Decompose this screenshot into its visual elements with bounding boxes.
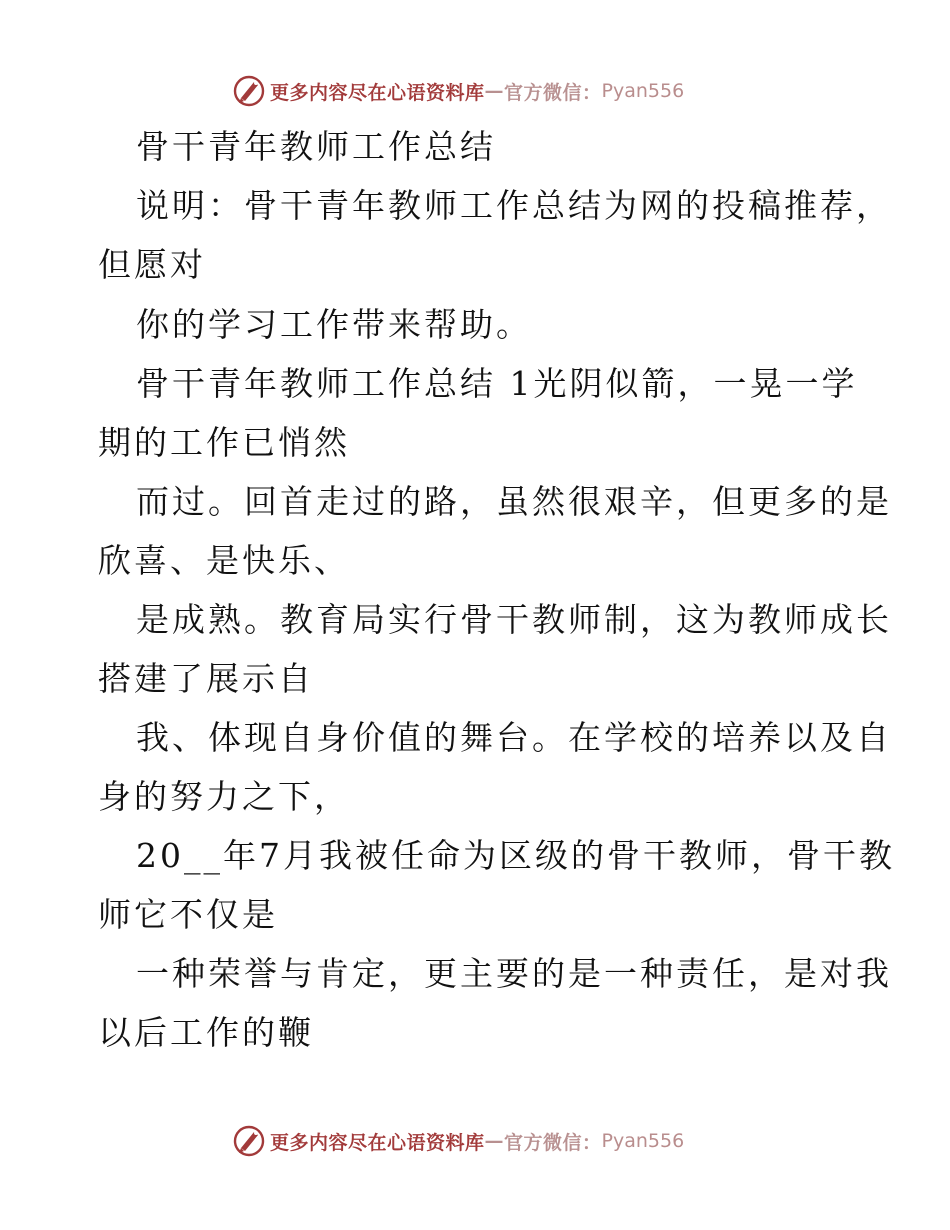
watermark-main-text: 更多内容尽在心语资料库: [270, 81, 485, 104]
watermark-wechat-id: Pyan556: [601, 80, 685, 102]
doc-line: 师它不仅是: [98, 895, 278, 934]
watermark-separator: —: [484, 80, 505, 102]
watermark-wechat-label: 官方微信：: [504, 81, 602, 104]
doc-line: 是成熟。教育局实行骨干教师制，这为教师成长: [136, 600, 892, 639]
watermark-main-text: 更多内容尽在心语资料库: [270, 1131, 485, 1154]
doc-line: 我、体现自身价值的舞台。在学校的培养以及自: [136, 718, 892, 757]
doc-line: 一种荣誉与肯定，更主要的是一种责任，是对我: [136, 954, 892, 993]
footer-watermark: [232, 1124, 684, 1158]
doc-line: 期的工作已悄然: [98, 423, 350, 462]
header-watermark: [232, 74, 684, 108]
watermark-wechat-label: 官方微信：: [504, 1131, 602, 1154]
doc-line: 搭建了展示自: [98, 659, 314, 698]
pen-logo-icon: [232, 74, 266, 108]
watermark-separator: —: [484, 1130, 505, 1152]
doc-line: 说明：骨干青年教师工作总结为网的投稿推荐，: [136, 186, 892, 225]
doc-line: 身的努力之下，: [98, 777, 350, 816]
doc-line: 20__年7月我被任命为区级的骨干教师，骨干教: [136, 836, 895, 875]
doc-line: 但愿对: [98, 245, 206, 284]
doc-line: 以后工作的鞭: [98, 1013, 314, 1052]
doc-line: 你的学习工作带来帮助。: [136, 305, 532, 344]
pen-logo-icon: [232, 1124, 266, 1158]
watermark-wechat-id: Pyan556: [601, 1130, 685, 1152]
doc-line: 骨干青年教师工作总结 1光阴似箭，一晃一学: [136, 364, 858, 403]
doc-title: 骨干青年教师工作总结: [136, 127, 496, 166]
doc-line: 欣喜、是快乐、: [98, 541, 350, 580]
doc-line: 而过。回首走过的路，虽然很艰辛，但更多的是: [136, 482, 892, 521]
